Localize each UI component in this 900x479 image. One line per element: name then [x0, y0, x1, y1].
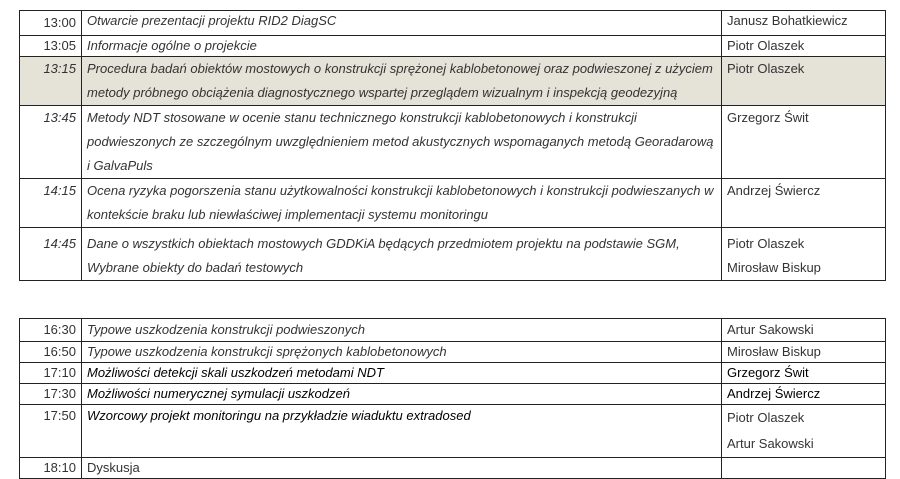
row-speaker-cell — [722, 228, 886, 281]
row-speaker — [722, 458, 886, 479]
agenda-row-highlighted — [20, 57, 886, 106]
agenda-row — [20, 228, 886, 281]
row-title: Dane o wszystkich obiektach mostowych GDDKiA będących przedmiotem projektu na podstawie SGM, Wybrane obiekty do badań testowych — [82, 228, 722, 281]
row-title: Możliwości detekcji skali uszkodzeń metodami NDT — [82, 363, 722, 384]
row-speaker: Piotr Olaszek — [722, 36, 886, 57]
row-time: 13:45 — [20, 106, 82, 179]
row-speaker: Piotr Olaszek — [727, 236, 805, 251]
row-title: Procedura badań obiektów mostowych o konstrukcji sprężonej kablobetonowej oraz podwieszonej z użyciem metody próbnego obciążenia diagnostycznego wspartej przeglądem wizualnym i inspekcją geodezyjną — [82, 57, 722, 106]
row-speaker: Piotr Olaszek — [727, 410, 805, 425]
agenda-row — [20, 384, 886, 405]
row-time: 17:10 — [20, 363, 82, 384]
row-speaker: Janusz Bohatkiewicz — [722, 11, 886, 36]
row-time: 14:15 — [20, 179, 82, 228]
row-title: Dyskusja — [82, 458, 722, 479]
row-title: Informacje ogólne o projekcie — [82, 36, 722, 57]
row-title: Otwarcie prezentacji projektu RID2 DiagSC — [82, 11, 722, 36]
agenda-table-session-2 — [19, 318, 886, 479]
agenda-row — [20, 11, 886, 36]
row-time: 18:10 — [20, 458, 82, 479]
row-speaker: Grzegorz Świt — [722, 363, 886, 384]
row-time: 17:50 — [20, 405, 82, 458]
row-speaker-cell — [722, 405, 886, 458]
agenda-row — [20, 36, 886, 57]
row-title: Wzorcowy projekt monitoringu na przykładzie wiaduktu extradosed — [82, 405, 722, 458]
row-title: Możliwości numerycznej symulacji uszkodzeń — [82, 384, 722, 405]
row-speaker: Andrzej Świercz — [722, 384, 886, 405]
agenda-row — [20, 458, 886, 479]
row-title: Typowe uszkodzenia konstrukcji podwieszonych — [82, 319, 722, 342]
agenda-row — [20, 342, 886, 363]
row-time: 16:30 — [20, 319, 82, 342]
row-speaker: Mirosław Biskup — [727, 260, 821, 275]
agenda-row — [20, 106, 886, 179]
row-speaker: Mirosław Biskup — [722, 342, 886, 363]
agenda-row — [20, 363, 886, 384]
row-speaker: Grzegorz Świt — [722, 106, 886, 179]
row-time: 13:05 — [20, 36, 82, 57]
row-speaker: Artur Sakowski — [727, 436, 814, 451]
row-speaker: Piotr Olaszek — [722, 57, 886, 106]
row-speaker: Artur Sakowski — [722, 319, 886, 342]
row-time: 17:30 — [20, 384, 82, 405]
row-time: 13:00 — [20, 11, 82, 36]
row-title: Typowe uszkodzenia konstrukcji sprężonych kablobetonowych — [82, 342, 722, 363]
row-title: Ocena ryzyka pogorszenia stanu użytkowalności konstrukcji kablobetonowych i konstrukcji podwieszanych w kontekście braku lub niewłaściwej implementacji systemu monitoringu — [82, 179, 722, 228]
row-time: 13:15 — [20, 57, 82, 106]
agenda-row — [20, 179, 886, 228]
agenda-table-session-1 — [19, 10, 886, 281]
agenda-row — [20, 319, 886, 342]
row-speaker: Andrzej Świercz — [722, 179, 886, 228]
row-time: 16:50 — [20, 342, 82, 363]
row-title: Metody NDT stosowane w ocenie stanu technicznego konstrukcji kablobetonowych i konstrukcji podwieszonych ze szczególnym uwzględnieniem metod akustycznych wspomaganych metodą Georadarową i GalvaPuls — [82, 106, 722, 179]
row-time: 14:45 — [20, 228, 82, 281]
agenda-row — [20, 405, 886, 458]
